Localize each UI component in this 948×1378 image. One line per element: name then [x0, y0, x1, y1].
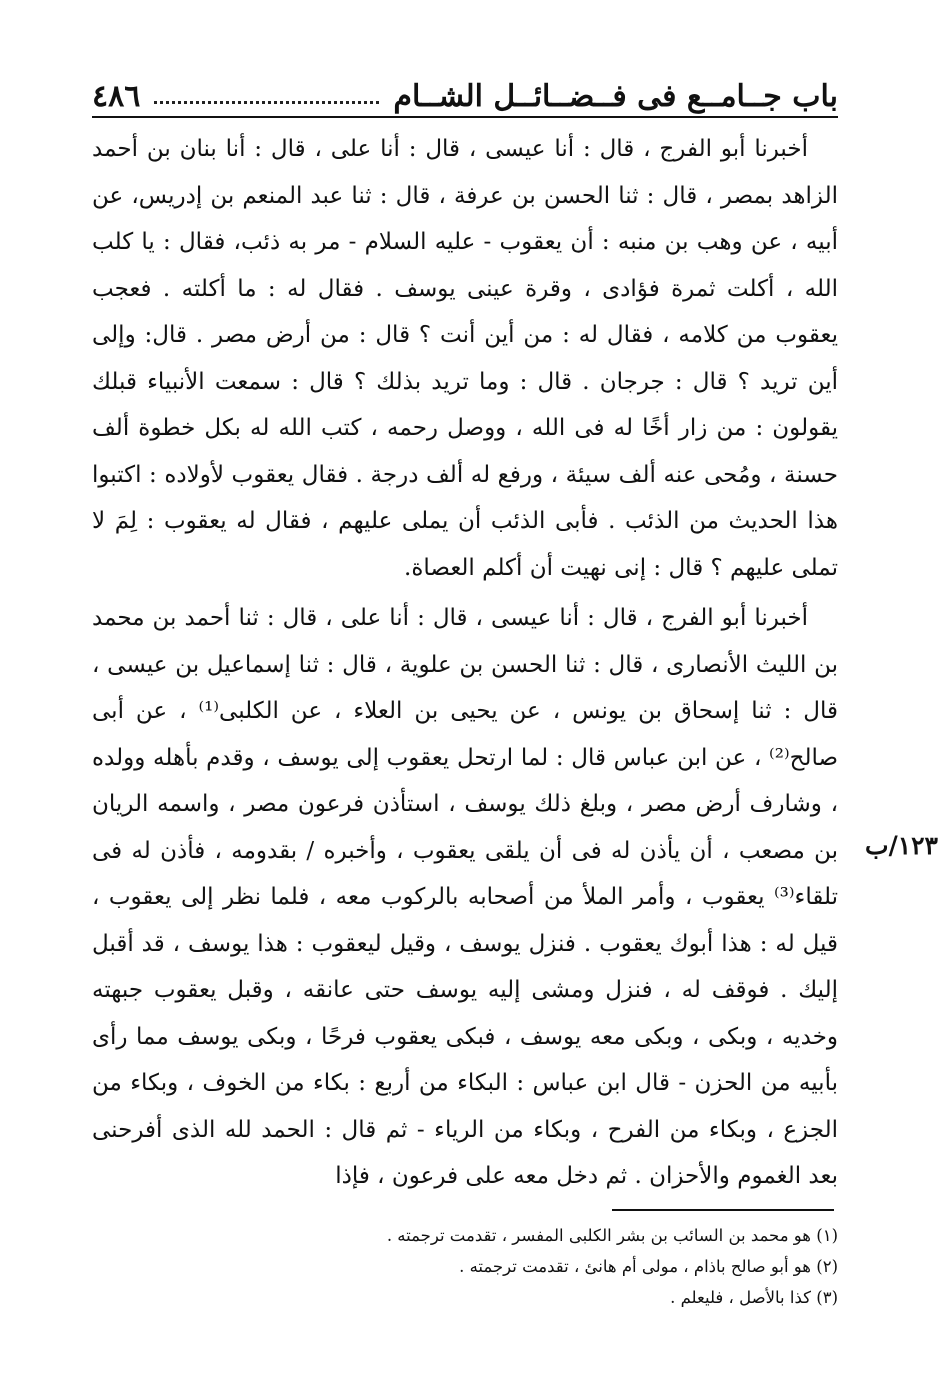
main-text: [92, 126, 838, 1200]
running-header: [92, 70, 838, 118]
paragraph-wolf-narration: أخبرنا أبو الفرج ، قال : أنا عيسى ، قال : أنا على ، قال : أنا بنان بن أحمد الزاهد بمصر ، قال : ثنا الحسن بن عرفة ، قال : ثنا عبد المنعم بن إدريس، عن أبيه ، عن وهب بن منبه : أن يعقوب - عليه السلام - مر به ذئب، فقال : يا كلب الله ، أكلت ثمرة فؤادى ، وقرة عينى يوسف . فقال له : ما أكلته . فعجب يعقوب من كلامه ، فقال له : من أين أنت ؟ قال : من أرض مصر . قال: وإلى أين تريد ؟ قال : جرجان . قال : وما تريد بذلك ؟ قال : سمعت الأنبياء قبلك يقولون : من زار أخًا له فى الله ، ووصل رحمه ، كتب الله له بكل خطوة ألف حسنة ، ومُحى عنه ألف سيئة ، ورفع له ألف درجة . فقال يعقوب لأولاده : اكتبوا هذا الحديث من الذئب . فأبى الذئب أن يملى عليهم ، فقال له يعقوب : لِمَ لا تملى عليهم ؟ قال : إنى نهيت أن أكلم العصاة.: [92, 136, 838, 581]
footnote-separator: [612, 1209, 834, 1211]
manuscript-folio-marker: ١٢٣/ب: [865, 831, 938, 860]
page-number: ٤٨٦: [92, 79, 141, 114]
paragraph-jacob-joseph-narration: أخبرنا أبو الفرج ، قال : أنا عيسى ، قال : أنا على ، قال : ثنا أحمد بن محمد بن الليث الأنصارى ، قال : ثنا الحسن بن علوية ، قال : ثنا إسماعيل بن عيسى ، قال : ثنا إسحاق بن يونس ، عن يحيى بن العلاء ، عن الكلبى⁽¹⁾ ، عن أبى صالح⁽²⁾ ، عن ابن عباس قال : لما ارتحل يعقوب إلى يوسف ، وقدم بأهله وولده ، وشارف أرض مصر ، وبلغ ذلك يوسف ، استأذن فرعون مصر ، واسمه الريان بن مصعب ، أن يأذن له فى أن يلقى يعقوب ، وأخبره / بقدومه ، فأذن له فى تلقاء⁽³⁾ يعقوب ، وأمر الملأ من أصحابه بالركوب معه ، فلما نظر إلى يعقوب ، قيل له : هذا أبوك يعقوب . فنزل يوسف ، وقيل ليعقوب : هذا يوسف ، قد أقبل إليك . فوقف له ، فنزل ومشى إليه يوسف حتى عانقه ، وقبل يعقوب جبهته وخديه ، وبكى ، وبكى معه يوسف ، فبكى يعقوب فرحًا ، وبكى يوسف مما رأى بأبيه من الحزن - قال ابن عباس : البكاء من أربع : بكاء من الخوف ، وبكاء من الجزع ، وبكاء من الفرح ، وبكاء من الرياء - ثم قال : الحمد لله الذى أفرحنى بعد الغموم والأحزان . ثم دخل معه على فرعون ، فإذا: [92, 605, 838, 1189]
footnotes: [92, 1220, 838, 1313]
footnote-3: (٣) كذا بالأصل ، فليعلم .: [670, 1288, 838, 1307]
header-dot-leader: [154, 101, 379, 104]
footnote-2: (٢) هو أبو صالح باذام ، مولى أم هانئ ، تقدمت ترجمته .: [459, 1257, 838, 1276]
footnote-1: (١) هو محمد بن السائب بن بشر الكلبى المفسر ، تقدمت ترجمته .: [386, 1226, 838, 1245]
chapter-title: باب جــامــع فى فــضــائــل الشــام: [393, 79, 838, 114]
